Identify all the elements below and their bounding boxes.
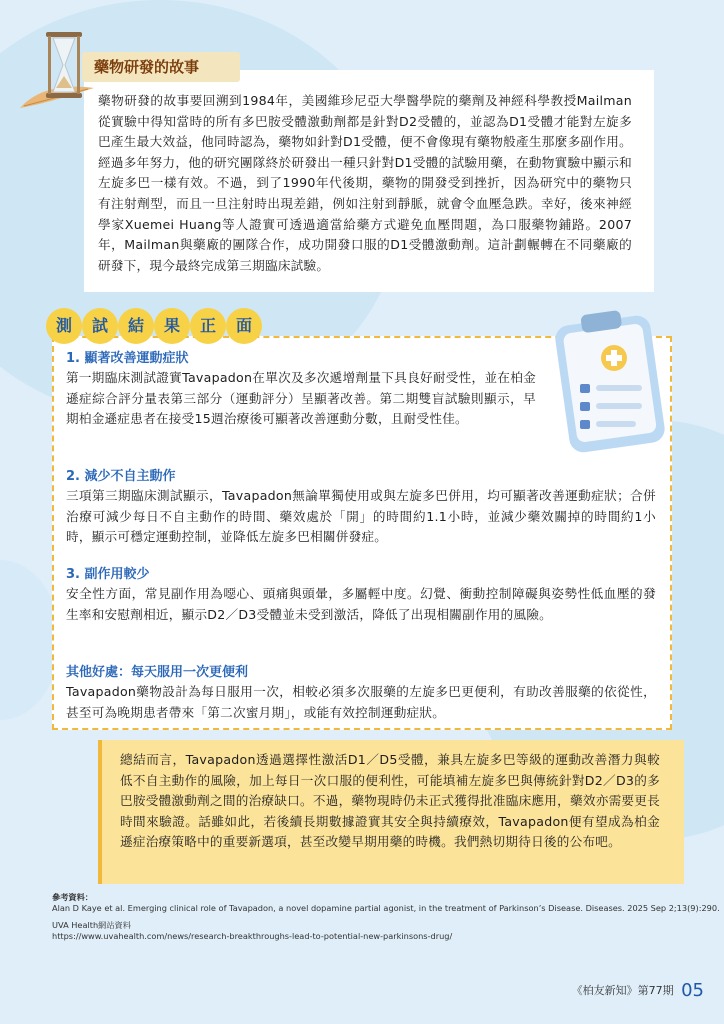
heading-char: 測	[46, 308, 82, 344]
page-footer	[572, 980, 704, 1001]
page-number: 05	[681, 980, 704, 1001]
references	[52, 892, 720, 942]
story-box	[84, 70, 654, 292]
reference-link[interactable]: https://www.uvahealth.com/news/research-breakthroughs-lead-to-potential-new-parkinsons-drug/	[52, 931, 453, 941]
story-title: 藥物研發的故事	[82, 52, 240, 82]
result-item-body: 第一期臨床測試證實Tavapadon在單次及多次遞增劑量下具良好耐受性，並在柏金遜症綜合評分量表第三部分（運動評分）呈顯著改善。第二期雙盲試驗則顯示，早期柏金遜症患者在接受15週治療後可顯著改善運動分數，且耐受性佳。	[66, 370, 536, 426]
clipboard-icon	[548, 306, 670, 456]
result-item-body: Tavapadon藥物設計為每日服用一次，相較必須多次服藥的左旋多巴更便利，有助改善服藥的依從性，甚至可為晚期患者帶來「第二次蜜月期」，或能有效控制運動症狀。	[66, 684, 656, 720]
reference-source: UVA Health網站資料	[52, 920, 131, 930]
summary-box	[102, 740, 684, 884]
result-item-title: 其他好處：每天服用一次更便利	[66, 665, 249, 680]
heading-char: 結	[118, 308, 154, 344]
background-shape	[0, 560, 60, 720]
summary-body: 總結而言，Tavapadon透過選擇性激活D1／D5受體，兼具左旋多巴等級的運動改善潛力與較低不自主動作的風險，加上每日一次口服的便利性，可能填補左旋多巴與傳統針對D2／D3的多巴胺受體激動劑之間的治療缺口。不過，藥物現時仍未正式獲得批准臨床應用，藥效亦需要更長時間來驗證。話雖如此，若後續長期數據證實其安全與持續療效，Tavapadon便有望成為柏金遜症治療策略中的重要新選項，甚至改變早期用藥的時機。我們熱切期待日後的公布吧。	[120, 752, 660, 850]
heading-char: 果	[154, 308, 190, 344]
story-body: 藥物研發的故事要回溯到1984年，美國維珍尼亞大學醫學院的藥劑及神經科學教授Mailman從實驗中得知當時的所有多巴胺受體激動劑都是針對D2受體的，並認為D1受體才能對左旋多巴產生最大效益，他同時認為，藥物如針對D1受體，便不會像現有藥物般產生那麼多副作用。經過多年努力，他的研究團隊終於研發出一種只針對D1受體的試驗用藥，在動物實驗中顯示和左旋多巴一樣有效。不過，到了1990年代後期，藥物的開發受到挫折，因為研究中的藥物只有注射劑型，而且一旦注射時出現差錯，例如注射到靜脈，就會令血壓急跌。幸好，後來神經學家Xuemei Huang等人證實可透過適當給藥方式避免血壓問題，為口服藥物鋪路。2007年，Mailman與藥廠的團隊合作，成功開發口服的D1受體激動劑。這計劃輾轉在不同藥廠的研發下，現今最終完成第三期臨床試驗。	[98, 93, 632, 273]
reference-item: Alan D Kaye et al. Emerging clinical role of Tavapadon, a novel dopamine partial agonist, in the treatment of Parkinson’s Disease. Diseases. 2025 Sep 2;13(9):290.	[52, 903, 720, 913]
result-item	[66, 566, 656, 625]
heading-char: 正	[190, 308, 226, 344]
heading-char: 面	[226, 308, 262, 344]
references-label: 參考資料：	[52, 892, 93, 902]
result-item-title: 2. 減少不自主動作	[66, 469, 176, 484]
hourglass-icon	[42, 30, 86, 100]
result-item-body: 安全性方面，常見副作用為噁心、頭痛與頭暈，多屬輕中度。幻覺、衝動控制障礙與姿勢性低血壓的發生率和安慰劑相近，顯示D2／D3受體並未受到激活，降低了出現相關副作用的風險。	[66, 586, 656, 622]
issue-label: 《柏友新知》第77期	[571, 984, 674, 997]
result-item-body: 三項第三期臨床測試顯示，Tavapadon無論單獨使用或與左旋多巴併用，均可顯著改善運動症狀；合併治療可減少每日不自主動作的時間、藥效處於「開」的時間約1.1小時，並減少藥效關掉的時間約1小時，顯示可穩定運動控制，並降低左旋多巴相關併發症。	[66, 488, 656, 544]
result-item-title: 3. 副作用較少	[66, 567, 150, 582]
result-item-title: 1. 顯著改善運動症狀	[66, 351, 189, 366]
summary-accent	[98, 740, 102, 884]
result-item	[66, 350, 536, 430]
heading-char: 試	[82, 308, 118, 344]
result-item	[66, 664, 656, 723]
results-heading	[46, 308, 262, 344]
result-item	[66, 468, 656, 548]
